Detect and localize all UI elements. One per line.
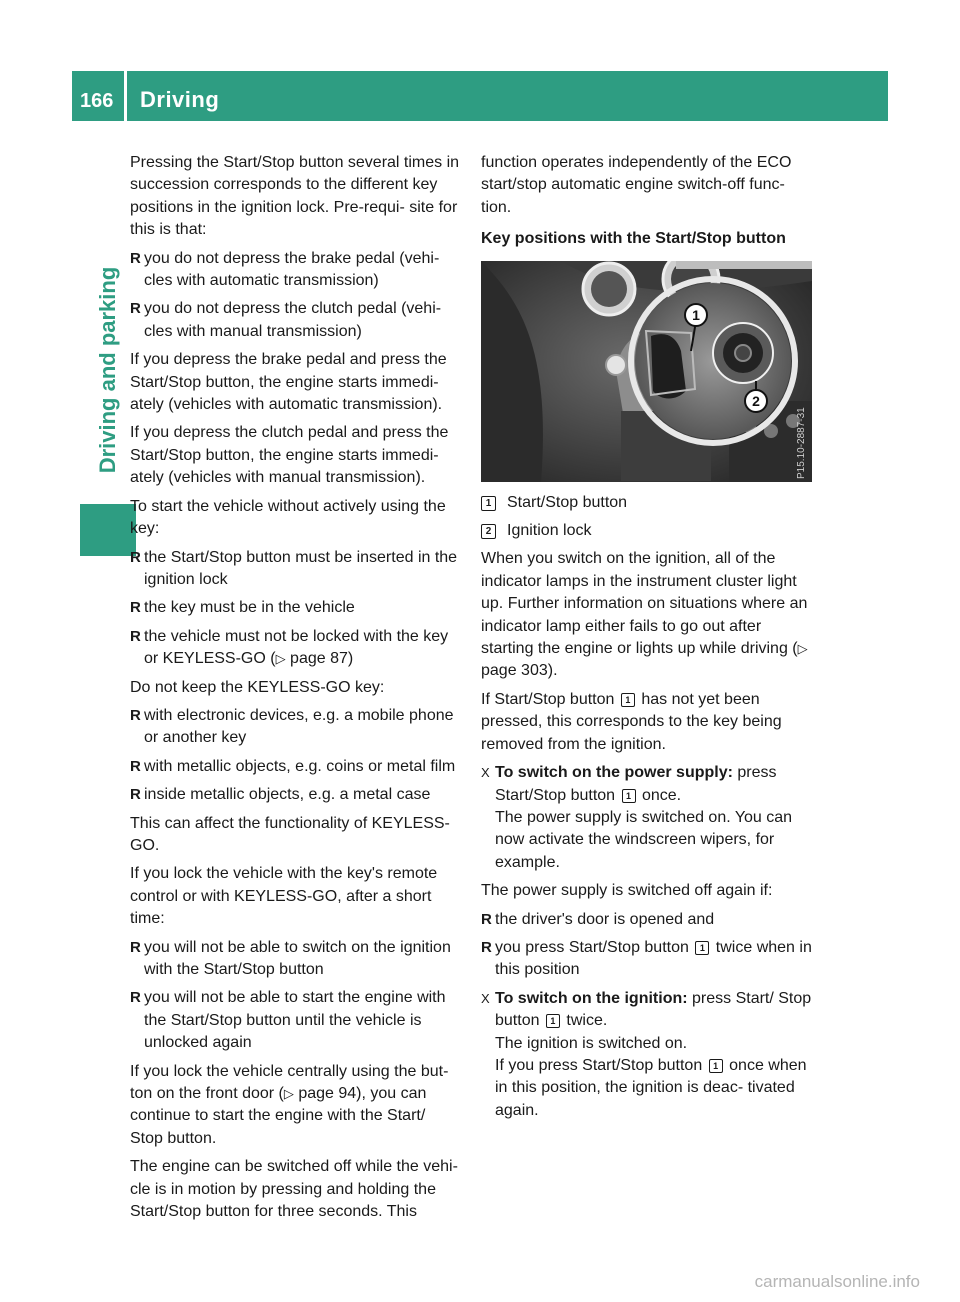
instruction-step: X To switch on the ignition: press Start/ Stop button 1 twice. The ignition is switched on. If you press Start/Stop button 1 once when in this position, the ignition is deac- tivated again. bbox=[481, 989, 812, 1119]
bullet-icon: R bbox=[130, 706, 141, 724]
paragraph: When you switch on the ignition, all of the indicator lamps in the instrument cluster light up. Further information on situations where an indicator lamp either fails to go out after starting the engine or lights up while driving (▷ page 303). bbox=[481, 550, 808, 680]
inline-callout-number: 1 bbox=[546, 1014, 560, 1028]
bullet-icon: R bbox=[130, 249, 141, 267]
paragraph: If you depress the clutch pedal and press the Start/Stop button, the engine starts immedi- ately (vehicles with manual transmission). bbox=[130, 424, 449, 487]
paragraph: The power supply is switched off again if: bbox=[481, 882, 773, 900]
bullet-icon: R bbox=[130, 548, 141, 566]
instruction-arrow-icon: X bbox=[481, 765, 490, 781]
callout-legend-item: 2 Ignition lock bbox=[481, 520, 816, 542]
right-column bbox=[481, 152, 816, 1122]
image-code: P15.10-2887-31 bbox=[796, 406, 807, 479]
step-result: The power supply is switched on. You can now activate the windscreen wipers, for example. bbox=[495, 808, 793, 871]
bullet-icon: R bbox=[481, 938, 492, 956]
watermark: carmanualsonline.info bbox=[754, 1272, 920, 1291]
page-ref-icon: ▷ bbox=[797, 641, 808, 657]
bullet-item: R the driver's door is opened and bbox=[481, 909, 816, 931]
paragraph: To start the vehicle without actively using the key: bbox=[130, 497, 446, 538]
paragraph: function operates independently of the ECO start/stop automatic engine switch-off func- tion. bbox=[481, 154, 792, 216]
header-divider bbox=[124, 71, 127, 121]
callout-legend-item: 1 Start/Stop button bbox=[481, 492, 816, 514]
callout-2-marker: 2 bbox=[752, 392, 760, 409]
paragraph: If you lock the vehicle with the key's remote control or with KEYLESS-GO, after a short time: bbox=[130, 865, 438, 928]
sidebar-label: Driving and parking bbox=[95, 266, 120, 474]
paragraph: If Start/Stop button 1 has not yet been pressed, this corresponds to the key being removed from the ignition. bbox=[481, 690, 782, 753]
page-ref-link[interactable]: page 87) bbox=[290, 650, 354, 668]
bullet-item: R with electronic devices, e.g. a mobile phone or another key bbox=[130, 706, 454, 747]
bullet-icon: R bbox=[130, 757, 141, 775]
bullet-icon: R bbox=[130, 989, 141, 1007]
bullet-item: R the vehicle must not be locked with the key or KEYLESS-GO (▷ page 87) bbox=[130, 627, 449, 668]
callout-number: 1 bbox=[481, 496, 496, 511]
inline-callout-number: 1 bbox=[709, 1059, 723, 1073]
instruction-step: X To switch on the power supply: press Start/Stop button 1 once. The power supply is switched on. You can now activate the windscreen wipers, for example. bbox=[481, 764, 793, 871]
callout-number: 2 bbox=[481, 524, 496, 539]
bullet-icon: R bbox=[130, 786, 141, 804]
page-number: 166 bbox=[80, 90, 114, 112]
inline-callout-number: 1 bbox=[622, 789, 636, 803]
page-ref-icon: ▷ bbox=[283, 1086, 294, 1102]
bullet-item: R inside metallic objects, e.g. a metal case bbox=[130, 784, 462, 806]
paragraph: If you lock the vehicle centrally using the but- ton on the front door (▷ page 94), you can continue to start the engine with the Start/ Stop button. bbox=[130, 1062, 449, 1147]
bullet-item: R you do not depress the clutch pedal (vehi- cles with manual transmission) bbox=[130, 300, 442, 340]
bullet-item: R you do not depress the brake pedal (vehi- cles with automatic transmission) bbox=[130, 249, 440, 290]
paragraph: The engine can be switched off while the vehi- cle is in motion by pressing and holding the Start/Stop button for three seconds. This bbox=[130, 1158, 458, 1221]
paragraph: Do not keep the KEYLESS-GO key: bbox=[130, 678, 385, 696]
bullet-item: R with metallic objects, e.g. coins or metal film bbox=[130, 756, 462, 778]
bullet-icon: R bbox=[130, 300, 141, 318]
step-result: The ignition is switched on. bbox=[495, 1034, 688, 1052]
bullet-item: R you press Start/Stop button 1 twice when in this position bbox=[481, 938, 812, 979]
bullet-item: R the Start/Stop button must be inserted in the ignition lock bbox=[130, 548, 458, 588]
callout-1-marker: 1 bbox=[692, 306, 700, 323]
paragraph: If you depress the brake pedal and press the Start/Stop button, the engine starts immedi- ately (vehicles with automatic transmission). bbox=[130, 351, 447, 414]
bullet-icon: R bbox=[130, 627, 141, 645]
page-ref-link[interactable]: page 94), you can continue to start the engine with the Start/ Stop button. bbox=[130, 1085, 427, 1147]
paragraph: Pressing the Start/Stop button several times in succession corresponds to the different key positions in the ignition lock. Pre-requi- site for this is that: bbox=[130, 154, 460, 239]
sidebar-marker bbox=[80, 504, 136, 556]
inline-callout-number: 1 bbox=[695, 941, 709, 955]
bullet-item: R you will not be able to switch on the ignition with the Start/Stop button bbox=[130, 938, 451, 978]
page-ref-icon: ▷ bbox=[275, 651, 286, 667]
section-heading: Key positions with the Start/Stop button bbox=[481, 230, 786, 248]
bullet-icon: R bbox=[481, 910, 492, 928]
left-column bbox=[130, 152, 462, 1223]
inline-callout-number: 1 bbox=[621, 693, 635, 707]
bullet-item: R you will not be able to start the engine with the Start/Stop button until the vehicle is unlocked again bbox=[130, 989, 446, 1052]
bullet-icon: R bbox=[130, 599, 141, 617]
page-ref-link[interactable]: page 303). bbox=[481, 662, 558, 680]
bullet-icon: R bbox=[130, 938, 141, 956]
instruction-arrow-icon: X bbox=[481, 990, 490, 1006]
paragraph: This can affect the functionality of KEYLESS- GO. bbox=[130, 814, 450, 854]
section-title: Driving bbox=[140, 87, 220, 112]
start-stop-button-photo bbox=[481, 261, 812, 482]
bullet-item: R the key must be in the vehicle bbox=[130, 597, 462, 619]
